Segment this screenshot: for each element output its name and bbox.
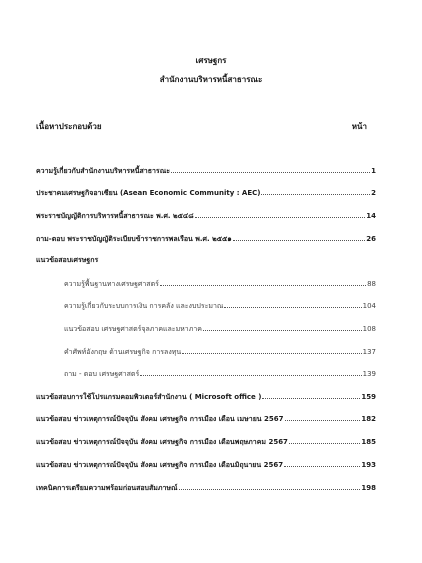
toc-sub-entry xyxy=(64,369,376,379)
toc-sub-entry xyxy=(64,279,376,289)
toc-entry xyxy=(36,392,376,402)
toc-sub-entry-page: 137 xyxy=(362,348,376,356)
toc-entry-label: ความรู้เกี่ยวกับสำนักงานบริหารหนี้สาธารณะ xyxy=(36,167,170,175)
toc-sub-entry xyxy=(64,347,376,357)
toc-entry-label: ประชาคมเศรษฐกิจอาเซียน (Asean Economic Community : AEC) xyxy=(36,189,261,197)
toc-sub-entry xyxy=(64,324,376,334)
toc-entry-page: 185 xyxy=(361,438,376,446)
toc-sub-entry xyxy=(64,301,376,311)
toc-sub-entry-page: 88 xyxy=(367,280,376,288)
toc-entry-label: แนวข้อสอบ ข่าวเหตุการณ์ปัจจุบัน สังคม เศรษฐกิจ การเมือง เดือน เมษายน 2567 xyxy=(36,415,284,423)
toc-leader-dots xyxy=(182,347,361,354)
toc-leader-dots xyxy=(284,460,360,467)
toc-entry xyxy=(36,211,376,221)
toc-sub-entry-page: 104 xyxy=(362,302,376,310)
toc-entry-page: 26 xyxy=(366,235,376,243)
toc-entry-label: เทคนิคการเตรียมความพร้อมก่อนสอบสัมภาษณ์ xyxy=(36,484,178,492)
document-subtitle: สำนักงานบริหารหนี้สาธารณะ xyxy=(159,75,263,84)
section-heading: แนวข้อสอบเศรษฐกร xyxy=(36,256,99,264)
toc-entry-page: 193 xyxy=(361,461,376,469)
toc-leader-dots xyxy=(160,279,366,286)
toc-leader-dots xyxy=(224,301,361,308)
toc-leader-dots xyxy=(140,369,361,376)
toc-entry-label: ถาม-ตอบ พระราชบัญญัติระเบียบข้าราชการพลเรือน พ.ศ. ๒๕๕๑ xyxy=(36,235,232,243)
toc-entry xyxy=(36,483,376,493)
toc-contents-label: เนื้อหาประกอบด้วย xyxy=(36,122,102,131)
toc-entry xyxy=(36,234,376,244)
toc-entry xyxy=(36,188,376,198)
toc-sub-entry-label: แนวข้อสอบ เศรษฐศาสตร์จุลภาคและมหาภาค xyxy=(64,325,202,333)
toc-entry xyxy=(36,414,376,424)
toc-entry-page: 159 xyxy=(361,393,376,401)
toc-entry-page: 198 xyxy=(361,484,376,492)
toc-entry-page: 1 xyxy=(371,167,376,175)
toc-sub-entry-label: ความรู้พื้นฐานทางเศรษฐศาสตร์ xyxy=(64,280,159,288)
toc-sub-entry-label: ถาม - ตอบ เศรษฐศาสตร์ xyxy=(64,370,140,378)
toc-entry xyxy=(36,460,376,470)
toc-entry xyxy=(36,437,376,447)
toc-entry-label: แนวข้อสอบ ข่าวเหตุการณ์ปัจจุบัน สังคม เศรษฐกิจ การเมือง เดือนมิถุนายน 2567 xyxy=(36,461,284,469)
toc-entry xyxy=(36,166,376,176)
toc-leader-dots xyxy=(195,211,366,218)
toc-entry-page: 182 xyxy=(361,415,376,423)
toc-leader-dots xyxy=(233,234,366,241)
toc-leader-dots xyxy=(203,324,362,331)
toc-leader-dots xyxy=(261,188,370,195)
toc-sub-entry-page: 108 xyxy=(362,325,376,333)
toc-sub-entry-page: 139 xyxy=(362,370,376,378)
toc-entry-page: 2 xyxy=(371,189,376,197)
toc-sub-entry-label: ความรู้เกี่ยวกับระบบการเงิน การคลัง และงบประมาณ xyxy=(64,302,224,310)
toc-leader-dots xyxy=(262,392,360,399)
document-title: เศรษฐกร xyxy=(195,56,227,65)
toc-entry-label: แนวข้อสอบ ข่าวเหตุการณ์ปัจจุบัน สังคม เศรษฐกิจ การเมือง เดือนพฤษภาคม 2567 xyxy=(36,438,288,446)
toc-leader-dots xyxy=(179,483,361,490)
toc-leader-dots xyxy=(171,166,370,173)
toc-entry-label: พระราชบัญญัติการบริหารหนี้สาธารณะ พ.ศ. ๒๕๔๘ xyxy=(36,212,194,220)
toc-sub-entry-label: คำศัพท์อังกฤษ ด้านเศรษฐกิจ การลงทุน xyxy=(64,348,182,356)
toc-entry-label: แนวข้อสอบการใช้โปรแกรมคอมพิวเตอร์สำนักงาน ( Microsoft office ) xyxy=(36,393,262,401)
toc-leader-dots xyxy=(289,437,360,444)
toc-entry-page: 14 xyxy=(366,212,376,220)
toc-page-label: หน้า xyxy=(351,122,367,131)
toc-leader-dots xyxy=(285,414,361,421)
